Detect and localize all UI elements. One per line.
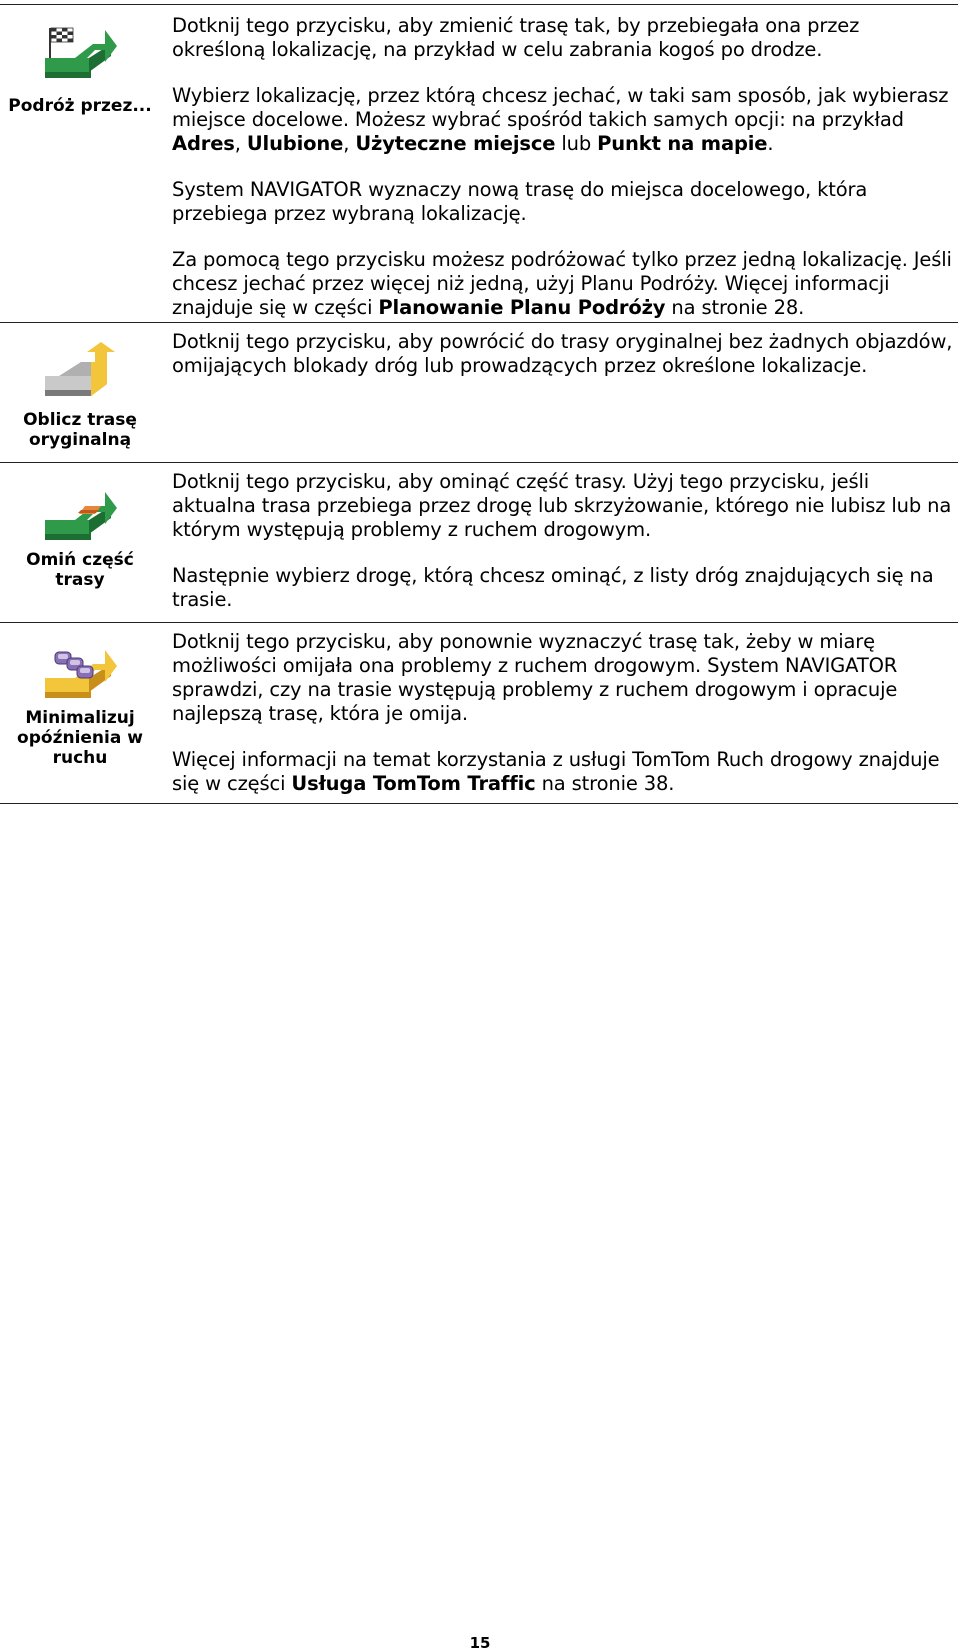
bold-term: Usługa TomTom Traffic [291, 772, 536, 795]
row-traffic-description [172, 630, 958, 796]
row-traffic-label: Minimalizuj opóźnienia w ruchu [17, 708, 143, 768]
row-avoid-icon-cell [0, 484, 160, 590]
row-via-description [172, 14, 958, 320]
text-run: Wybierz lokalizację, przez którą chcesz jechać, w taki sam sposób, jak wybierasz miejsce docelowe. Możesz wybrać spośród takich samych opcji: na przykład [172, 84, 949, 131]
description-paragraph [172, 564, 958, 612]
description-paragraph [172, 470, 958, 542]
row-via-icon-cell [0, 22, 160, 116]
page-number: 15 [469, 1634, 491, 1652]
description-paragraph [172, 178, 958, 226]
text-run: , [343, 132, 356, 155]
description-paragraph [172, 330, 958, 378]
text-run: Dotknij tego przycisku, aby powrócić do trasy oryginalnej bez żadnych objazdów, omijających blokady dróg lub prowadzących przez określone lokalizacje. [172, 330, 953, 377]
description-paragraph [172, 248, 958, 320]
row-via-label: Podróż przez... [8, 96, 152, 116]
table-rule-2 [0, 462, 958, 463]
description-paragraph [172, 14, 958, 62]
table-rule-3 [0, 622, 958, 623]
row-original-description [172, 330, 958, 378]
text-run: Dotknij tego przycisku, aby ponownie wyznaczyć trasę tak, żeby w miarę możliwości omijała ona problemy z ruchem drogowym. System NAVIGATOR sprawdzi, czy na trasie występują problemy z ruchem drogowym i opracuje najlepszą trasę, która je omija. [172, 630, 898, 725]
bold-term: Punkt na mapie [597, 132, 768, 155]
text-run: na stronie 38. [535, 772, 675, 795]
text-run: , [234, 132, 247, 155]
text-run: Więcej informacji na temat korzystania z usługi TomTom Ruch drogowy znajduje się w części [172, 748, 940, 795]
table-top-rule [0, 4, 958, 5]
bold-term: Użyteczne miejsce [355, 132, 556, 155]
row-avoid-label: Omiń część trasy [26, 550, 134, 590]
row-original-icon-cell [0, 340, 160, 450]
text-run: Dotknij tego przycisku, aby zmienić trasę tak, by przebiegała ona przez określoną lokalizację, na przykład w celu zabrania kogoś po drodze. [172, 14, 860, 61]
description-paragraph [172, 84, 958, 156]
row-avoid-description [172, 470, 958, 612]
avoid-part-of-route-icon [41, 484, 119, 542]
traffic-cars-arrow-icon [41, 640, 119, 700]
text-run: Za pomocą tego przycisku możesz podróżować tylko przez jedną lokalizację. Jeśli chcesz jechać przez więcej niż jedną, użyj Planu Podróży. Więcej informacji znajduje się w części [172, 248, 952, 319]
original-route-arrow-icon [41, 340, 119, 398]
row-original-label: Oblicz trasę oryginalną [23, 410, 137, 450]
traffic-car-3 [77, 666, 93, 678]
text-run: Dotknij tego przycisku, aby ominąć część trasy. Użyj tego przycisku, jeśli aktualna trasa przebiega przez drogę lub skrzyżowanie, którego nie lubisz lub na którym występują problemy z ruchem drogowym. [172, 470, 952, 541]
text-run: System NAVIGATOR wyznaczy nową trasę do miejsca docelowego, która przebiega przez wybraną lokalizację. [172, 178, 868, 225]
bold-term: Ulubione [246, 132, 344, 155]
text-run: . [767, 132, 774, 155]
bold-term: Adres [172, 132, 235, 155]
text-run: Następnie wybierz drogę, którą chcesz ominąć, z listy dróg znajdujących się na trasie. [172, 564, 934, 611]
description-paragraph [172, 630, 958, 726]
row-traffic-icon-cell [0, 640, 160, 768]
text-run: lub [555, 132, 598, 155]
bold-term: Planowanie Planu Podróży [378, 296, 666, 319]
table-rule-1 [0, 322, 958, 323]
route-via-flag-icon [41, 22, 119, 80]
description-paragraph [172, 748, 958, 796]
text-run: na stronie 28. [665, 296, 805, 319]
table-bottom-rule [0, 803, 958, 804]
